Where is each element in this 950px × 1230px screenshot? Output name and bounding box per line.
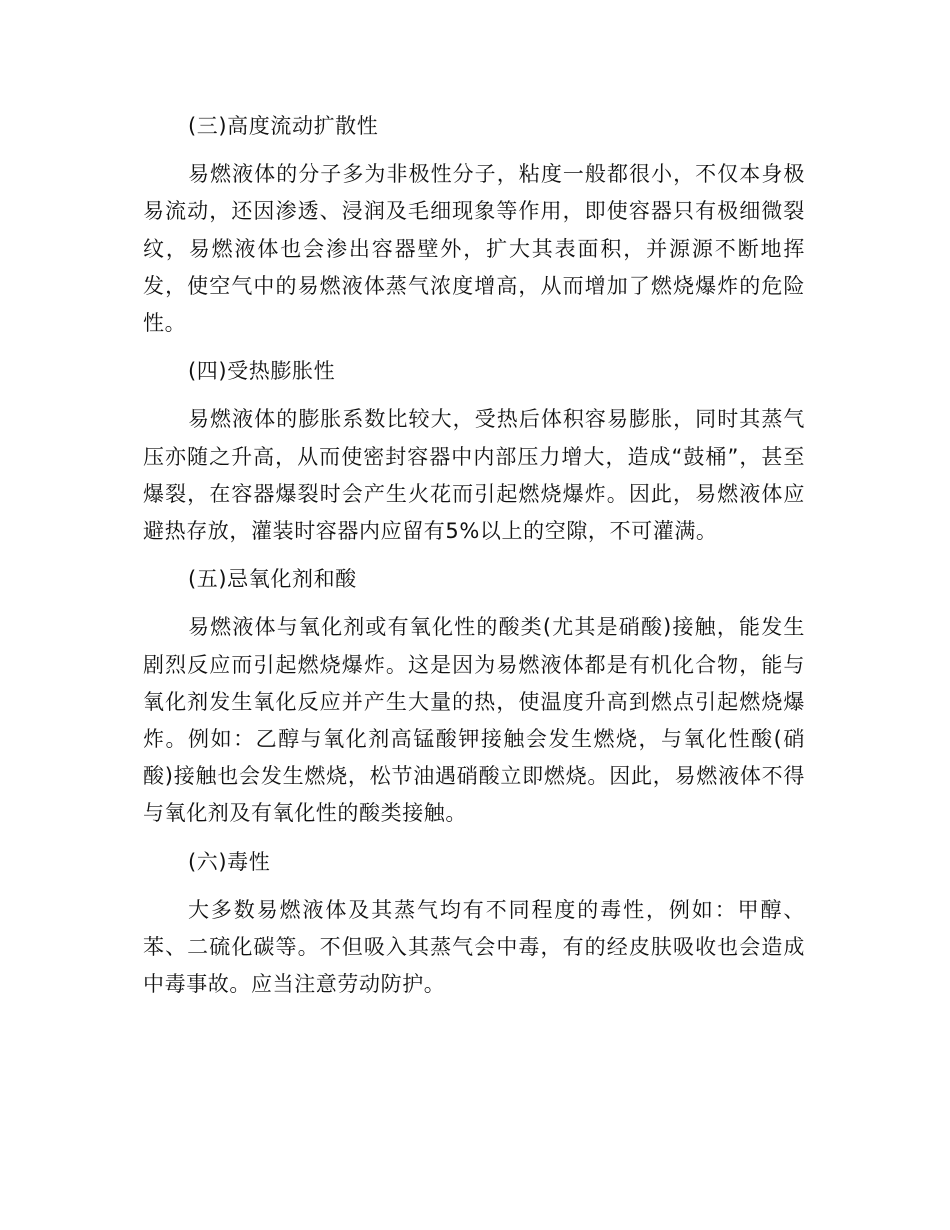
- document-page: [143, 108, 805, 1003]
- section-heading-3: (三)高度流动扩散性: [188, 114, 379, 138]
- section-heading-5: (五)忌氧化剂和酸: [188, 567, 357, 592]
- section-heading-4: (四)受热膨胀性: [188, 359, 336, 384]
- section-paragraph-4: 易燃液体的膨胀系数比较大，受热后体积容易膨胀，同时其蒸气压亦随之升高，从而使密封容器中内部压力增大，造成“鼓桶”，甚至爆裂，在容器爆裂时会产生火花而引起燃烧爆炸。因此，易燃液体应避热存放，灌装时容器内应留有5%以上的空隙，不可灌满。: [143, 407, 805, 544]
- section-paragraph-3: 易燃液体的分子多为非极性分子，粘度一般都很小，不仅本身极易流动，还因渗透、浸润及毛细现象等作用，即使容器只有极细微裂纹，易燃液体也会渗出容器壁外，扩大其表面积，并源源不断地挥发，使空气中的易燃液体蒸气浓度增高，从而增加了燃烧爆炸的危险性。: [143, 162, 805, 336]
- section-paragraph-5: 易燃液体与氧化剂或有氧化性的酸类(尤其是硝酸)接触，能发生剧烈反应而引起燃烧爆炸。这是因为易燃液体都是有机化合物，能与氧化剂发生氧化反应并产生大量的热，使温度升高到燃点引起燃烧爆炸。例如：乙醇与氧化剂高锰酸钾接触会发生燃烧，与氧化性酸(硝酸)接触也会发生燃烧，松节油遇硝酸立即燃烧。因此，易燃液体不得与氧化剂及有氧化性的酸类接触。: [143, 615, 805, 826]
- section-heading-6: (六)毒性: [188, 849, 271, 874]
- section-paragraph-6: 大多数易燃液体及其蒸气均有不同程度的毒性，例如：甲醇、苯、二硫化碳等。不但吸入其蒸气会中毒，有的经皮肤吸收也会造成中毒事故。应当注意劳动防护。: [143, 897, 805, 997]
